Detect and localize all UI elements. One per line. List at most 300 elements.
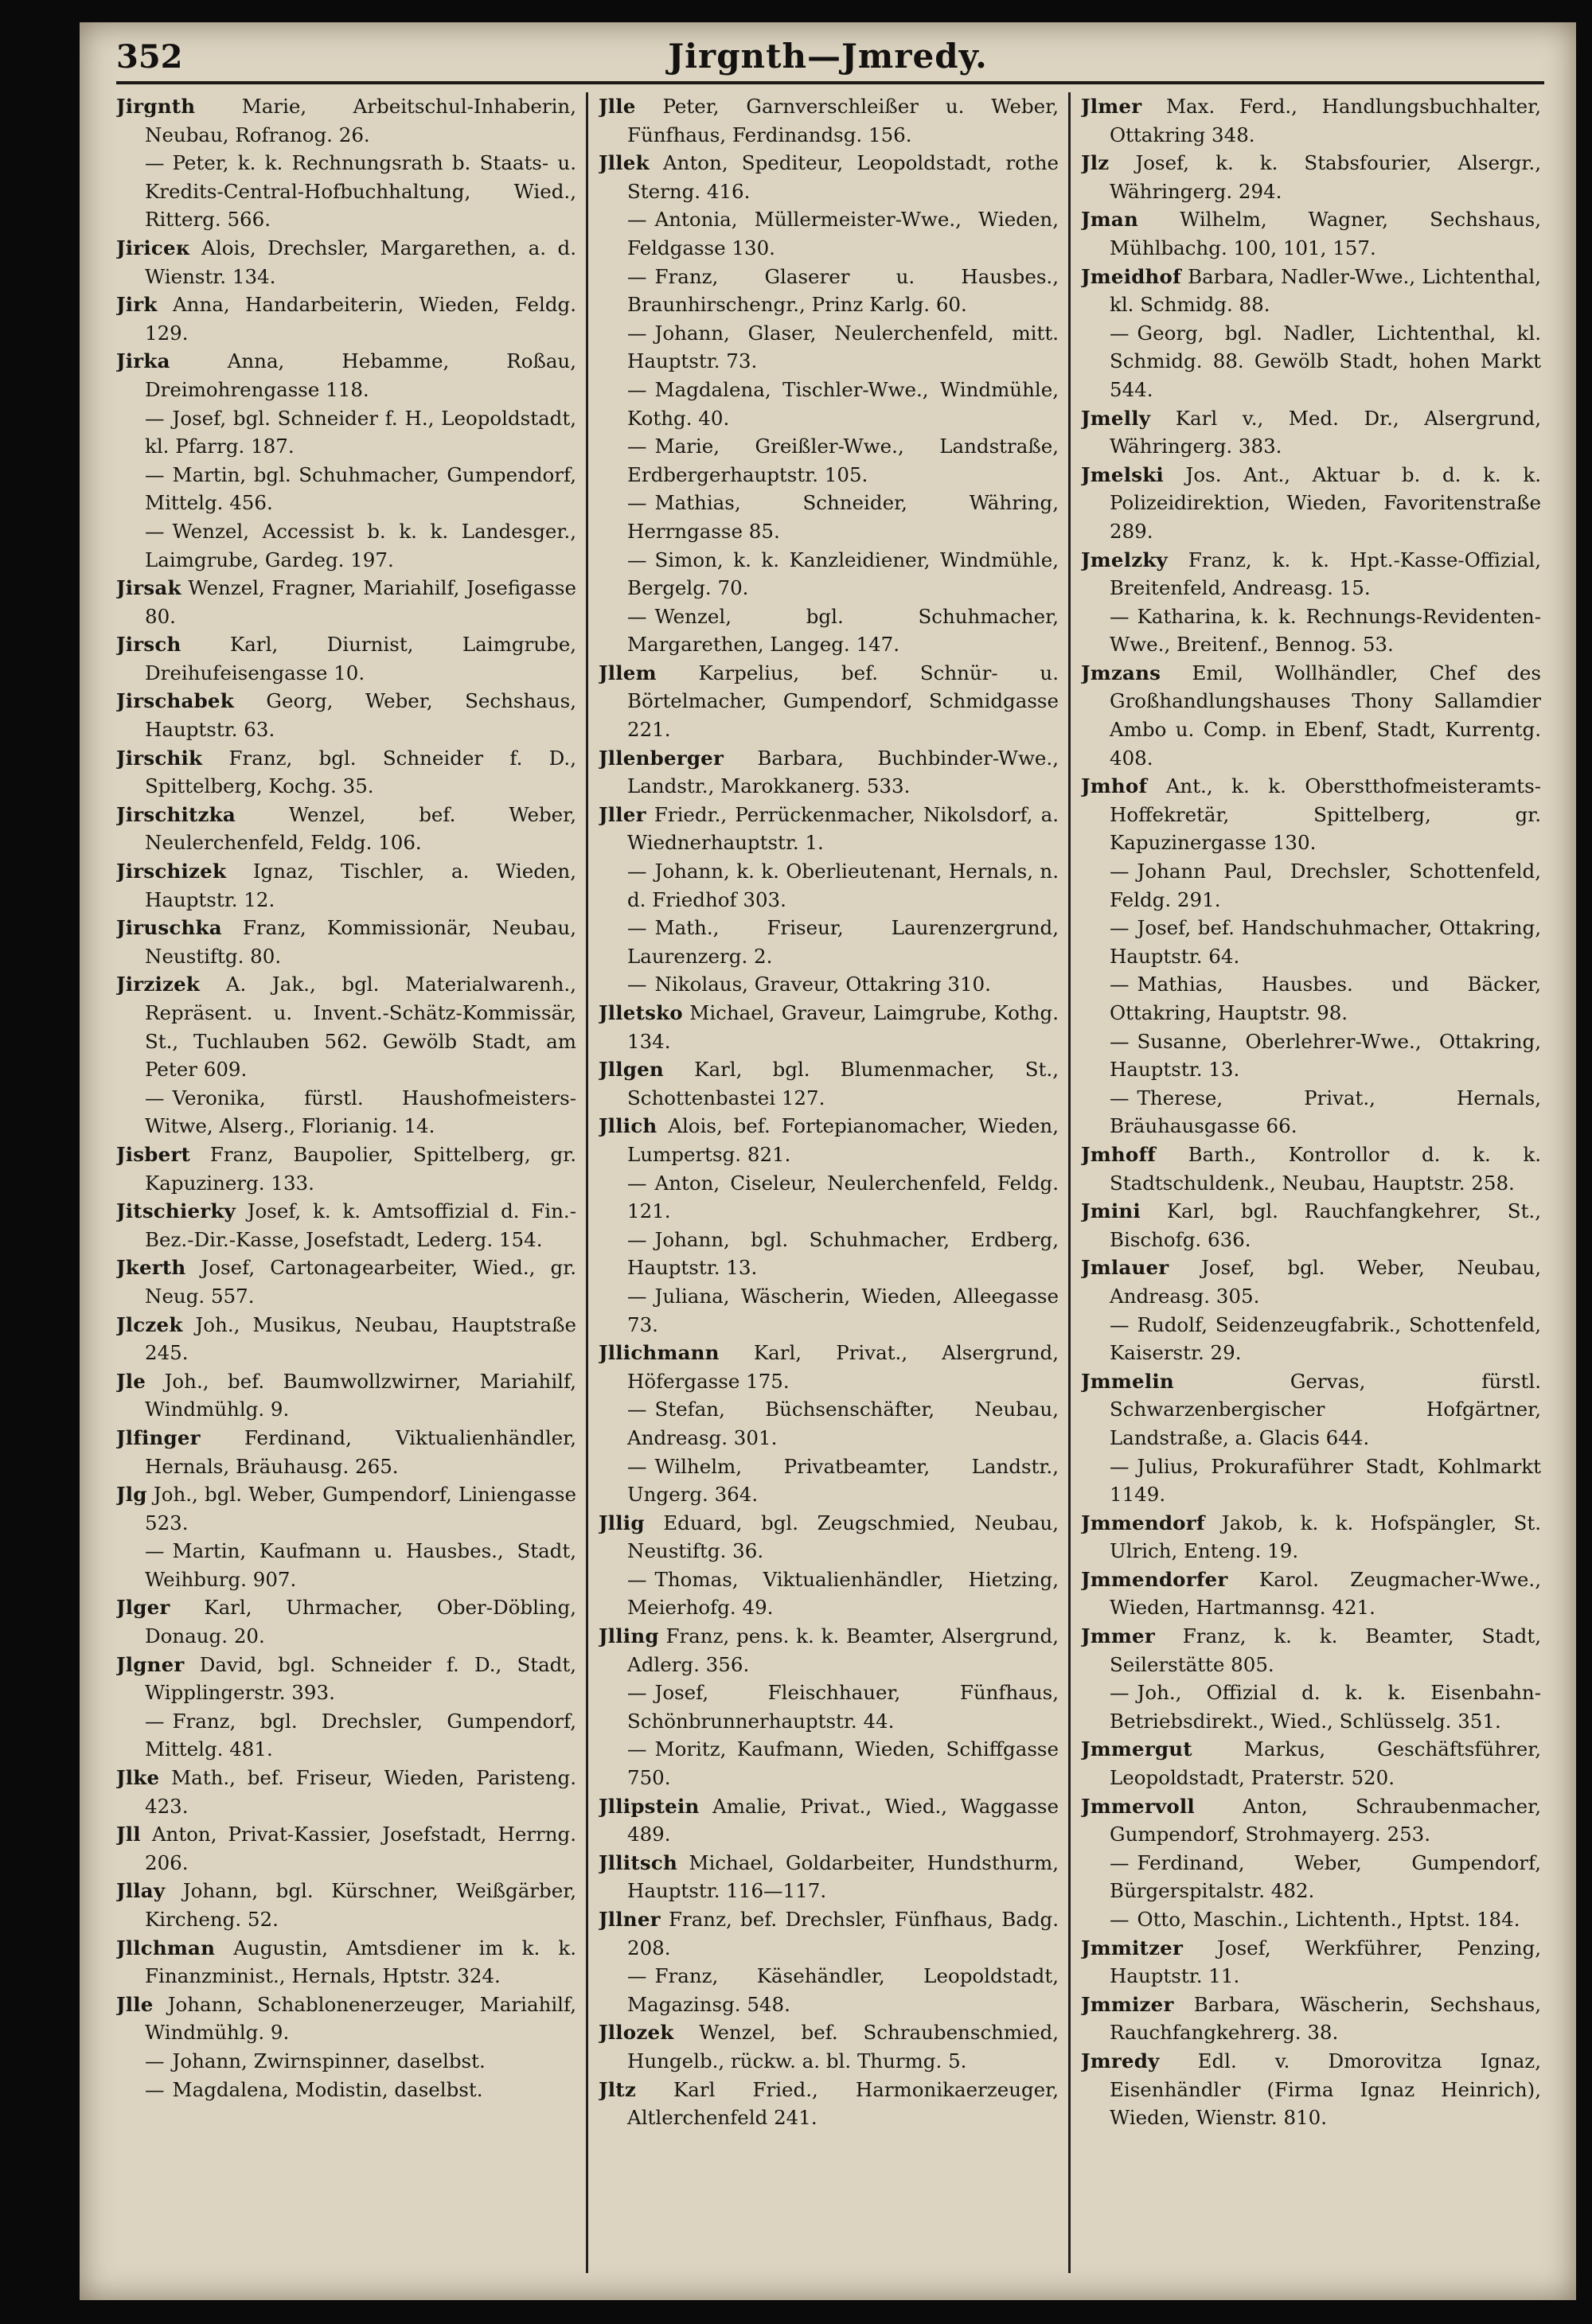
directory-subentry xyxy=(599,1735,1059,1792)
entry-details: Nikolaus, Graveur, Ottakring 310. xyxy=(654,973,991,996)
directory-subentry xyxy=(599,376,1059,432)
entry-surname: Jllchman xyxy=(116,1936,216,1959)
entry-surname: Jllitsch xyxy=(599,1850,677,1874)
directory-entry xyxy=(1081,1792,1541,1849)
directory-subentry xyxy=(599,489,1059,545)
entry-details: Emil, Wollhändler, Chef des Großhandlungshauses Thony Sallamdier Ambo u. Comp. in Ebenf, Stadt, Kurrentg. 408. xyxy=(1110,661,1541,770)
column-3 xyxy=(1081,92,1541,2289)
directory-entry xyxy=(116,1877,576,1933)
directory-entry xyxy=(116,347,576,404)
directory-entry xyxy=(599,659,1059,744)
entry-details: Magdalena, Modistin, daselbst. xyxy=(172,2077,483,2101)
repeat-dash: — xyxy=(1110,1454,1130,1478)
column-divider xyxy=(586,92,588,2273)
directory-entry xyxy=(116,1141,576,1197)
entry-surname: Jitschierky xyxy=(116,1199,236,1223)
repeat-dash: — xyxy=(1110,916,1130,940)
entry-surname: Jlger xyxy=(116,1596,170,1620)
repeat-dash: — xyxy=(627,1737,647,1761)
entry-details: Markus, Geschäftsführer, Leopoldstadt, Praterstr. 520. xyxy=(1110,1737,1541,1790)
directory-subentry xyxy=(116,1537,576,1593)
directory-entry xyxy=(1081,1566,1541,1622)
repeat-dash: — xyxy=(627,1567,647,1591)
entry-surname: Jirschitzka xyxy=(116,802,236,826)
entry-details: Josef, bgl. Weber, Neubau, Andreasg. 305. xyxy=(1110,1256,1541,1308)
repeat-dash: — xyxy=(627,1964,647,1988)
directory-entry xyxy=(116,744,576,801)
repeat-dash: — xyxy=(145,1086,165,1109)
directory-entry xyxy=(599,92,1059,149)
entry-details: Friedr., Perrückenmacher, Nikolsdorf, a. Wiednerhauptstr. 1. xyxy=(627,802,1059,855)
entry-surname: Jllig xyxy=(599,1511,645,1534)
entry-details: Ant., k. k. Oberstthofmeisteramts-Hoffekretär, Spittelberg, gr. Kapuzinergasse 130. xyxy=(1110,774,1541,855)
entry-details: Julius, Prokuraführer Stadt, Kohlmarkt 1149. xyxy=(1110,1454,1541,1507)
repeat-dash: — xyxy=(1110,1086,1130,1109)
entry-surname: Jle xyxy=(116,1369,146,1393)
entry-surname: Jlg xyxy=(116,1483,147,1507)
directory-subentry xyxy=(116,149,576,234)
entry-details: Anton, Spediteur, Leopoldstadt, rothe Sterng. 416. xyxy=(627,151,1059,203)
directory-entry xyxy=(599,1112,1059,1168)
entry-details: Michael, Graveur, Laimgrube, Kothg. 134. xyxy=(627,1001,1059,1053)
repeat-dash: — xyxy=(1110,860,1130,883)
repeat-dash: — xyxy=(1110,1850,1130,1874)
repeat-dash: — xyxy=(145,406,165,430)
entry-surname: Jllgen xyxy=(599,1058,664,1082)
repeat-dash: — xyxy=(145,462,165,486)
directory-entry xyxy=(1081,1622,1541,1679)
directory-entry xyxy=(599,1339,1059,1395)
entry-details: Marie, Greißler-Wwe., Landstraße, Erdbergerhauptstr. 105. xyxy=(627,435,1059,486)
entry-details: Wenzel, bef. Schraubenschmied, Hungelb., rückw. a. bl. Thurmg. 5. xyxy=(627,2021,1059,2072)
directory-entry xyxy=(1081,1197,1541,1254)
entry-surname: Jirsch xyxy=(116,633,181,657)
entry-details: Alois, Drechsler, Margarethen, a. d. Wienstr. 134. xyxy=(145,236,576,288)
entry-details: Karl, Diurnist, Laimgrube, Dreihufeisengasse 10. xyxy=(145,633,576,684)
directory-subentry xyxy=(599,1679,1059,1735)
entry-details: Franz, bef. Drechsler, Fünfhaus, Badg. 208. xyxy=(627,1908,1059,1959)
entry-details: Franz, bgl. Drechsler, Gumpendorf, Mittelg. 481. xyxy=(145,1709,576,1761)
entry-details: Anton, Ciseleur, Neulerchenfeld, Feldg. 121. xyxy=(627,1171,1059,1223)
entry-surname: Jmelly xyxy=(1081,406,1151,430)
entry-surname: Jmmizer xyxy=(1081,1992,1174,2016)
directory-entry xyxy=(1081,1934,1541,1991)
entry-surname: Jmmer xyxy=(1081,1624,1155,1648)
directory-entry xyxy=(599,1792,1059,1849)
directory-subentry xyxy=(599,970,1059,999)
entry-details: Wilhelm, Privatbeamter, Landstr., Ungerg. 364. xyxy=(627,1454,1059,1507)
entry-details: Johann, Zwirnspinner, daselbst. xyxy=(172,2049,486,2072)
entry-details: Franz, Käsehändler, Leopoldstadt, Magazinsg. 548. xyxy=(627,1964,1059,2016)
entry-surname: Jllipstein xyxy=(599,1794,700,1818)
repeat-dash: — xyxy=(627,1681,647,1705)
directory-entry xyxy=(116,857,576,914)
entry-details: Karl v., Med. Dr., Alsergrund, Währingerg. 383. xyxy=(1110,406,1541,458)
entry-surname: Jlgner xyxy=(116,1652,185,1676)
directory-entry xyxy=(116,914,576,970)
entry-details: Josef, k. k. Amtsoffizial d. Fin.-Bez.-Dir.-Kasse, Josefstadt, Lederg. 154. xyxy=(145,1199,576,1251)
repeat-dash: — xyxy=(627,321,647,345)
entry-surname: Jlczek xyxy=(116,1312,183,1336)
directory-subentry xyxy=(116,2047,576,2076)
entry-surname: Jirschik xyxy=(116,746,203,770)
entry-details: Karol. Zeugmacher-Wwe., Wieden, Hartmannsg. 421. xyxy=(1110,1567,1541,1620)
entry-surname: Jllner xyxy=(599,1908,661,1931)
directory-subentry xyxy=(116,517,576,574)
entry-surname: Jlling xyxy=(599,1624,659,1648)
directory-entry xyxy=(116,1311,576,1367)
directory-entry xyxy=(599,1905,1059,1962)
repeat-dash: — xyxy=(1110,604,1130,628)
entry-details: Math., Friseur, Laurenzergrund, Laurenzerg. 2. xyxy=(627,916,1059,968)
entry-details: Martin, bgl. Schuhmacher, Gumpendorf, Mittelg. 456. xyxy=(145,462,576,515)
directory-entry xyxy=(116,801,576,857)
directory-entry xyxy=(116,1197,576,1254)
directory-subentry xyxy=(1081,1679,1541,1735)
directory-entry xyxy=(1081,263,1541,319)
entry-details: Gervas, fürstl. Schwarzenbergischer Hofgärtner, Landstraße, a. Glacis 644. xyxy=(1110,1369,1541,1449)
entry-surname: Jmredy xyxy=(1081,2049,1160,2072)
directory-entry xyxy=(599,801,1059,857)
entry-details: Franz, k. k. Beamter, Stadt, Seilerstätte 805. xyxy=(1110,1624,1541,1676)
entry-details: Alois, bef. Fortepianomacher, Wieden, Lumpertsg. 821. xyxy=(627,1114,1059,1166)
repeat-dash: — xyxy=(627,208,647,232)
entry-surname: Jmeidhof xyxy=(1081,264,1181,288)
directory-entry xyxy=(116,630,576,687)
directory-entry xyxy=(1081,2047,1541,2132)
entry-surname: Jlle xyxy=(116,1992,154,2016)
directory-entry xyxy=(116,1593,576,1650)
entry-surname: Jllenberger xyxy=(599,746,724,770)
directory-entry xyxy=(1081,1367,1541,1452)
entry-details: A. Jak., bgl. Materialwarenh., Repräsent. u. Invent.-Schätz-Kommissär, St., Tuchlauben 562. Gewölb Stadt, am Peter 609. xyxy=(145,973,576,1082)
directory-subentry xyxy=(1081,1027,1541,1084)
repeat-dash: — xyxy=(627,435,647,458)
entry-details: Wenzel, Accessist b. k. k. Landesger., Laimgrube, Gardeg. 197. xyxy=(145,519,576,571)
entry-details: Franz, bgl. Schneider f. D., Spittelberg, Kochg. 35. xyxy=(145,746,576,798)
entry-details: Joh., Musikus, Neubau, Hauptstraße 245. xyxy=(145,1312,576,1365)
entry-details: Franz, Baupolier, Spittelberg, gr. Kapuzinerg. 133. xyxy=(145,1142,576,1195)
entry-surname: Jmmervoll xyxy=(1081,1794,1195,1818)
entry-surname: Jmini xyxy=(1081,1199,1141,1223)
entry-details: Franz, Kommissionär, Neubau, Neustiftg. 80. xyxy=(145,916,576,968)
directory-entry xyxy=(1081,546,1541,602)
entry-surname: Jirk xyxy=(116,293,158,317)
entry-details: Karpelius, bef. Schnür- u. Börtelmacher, Gumpendorf, Schmidgasse 221. xyxy=(627,661,1059,742)
entry-details: Georg, Weber, Sechshaus, Hauptstr. 63. xyxy=(145,689,576,742)
repeat-dash: — xyxy=(627,548,647,571)
directory-subentry xyxy=(599,432,1059,489)
entry-details: Karl, Uhrmacher, Ober-Döbling, Donaug. 20. xyxy=(145,1596,576,1648)
repeat-dash: — xyxy=(627,1171,647,1195)
entry-details: Peter, k. k. Rechnungsrath b. Staats- u. Kredits-Central-Hofbuchhaltung, Wied., Ritterg. 566. xyxy=(145,151,576,232)
directory-subentry xyxy=(1081,1084,1541,1141)
entry-surname: Jmzans xyxy=(1081,661,1161,684)
entry-details: Therese, Privat., Hernals, Bräuhausgasse 66. xyxy=(1110,1086,1541,1138)
entry-surname: Jller xyxy=(599,802,646,826)
directory-subentry xyxy=(116,2076,576,2104)
entry-details: Peter, Garnverschleißer u. Weber, Fünfhaus, Ferdinandsg. 156. xyxy=(627,95,1059,146)
entry-details: Joh., bgl. Weber, Gumpendorf, Liniengasse 523. xyxy=(145,1483,576,1534)
entry-surname: Jmmendorf xyxy=(1081,1511,1205,1534)
entry-surname: Jmelzky xyxy=(1081,548,1168,571)
entry-surname: Jlletsko xyxy=(599,1001,683,1024)
repeat-dash: — xyxy=(1110,1312,1130,1336)
entry-details: Juliana, Wäscherin, Wieden, Alleegasse 73. xyxy=(627,1284,1059,1336)
entry-surname: Jmlauer xyxy=(1081,1256,1169,1280)
directory-subentry xyxy=(599,602,1059,659)
entry-surname: Jirschizek xyxy=(116,860,227,883)
column-2 xyxy=(599,92,1059,2289)
entry-details: Franz, k. k. Hpt.-Kasse-Offizial, Breitenfeld, Andreasg. 15. xyxy=(1110,548,1541,600)
entry-surname: Jllozek xyxy=(599,2021,674,2045)
entry-details: Wenzel, bgl. Schuhmacher, Margarethen, Langeg. 147. xyxy=(627,604,1059,657)
entry-surname: Jmmergut xyxy=(1081,1737,1192,1761)
entry-details: Rudolf, Seidenzeugfabrik., Schottenfeld, Kaiserstr. 29. xyxy=(1110,1312,1541,1365)
directory-entry xyxy=(116,1480,576,1537)
repeat-dash: — xyxy=(145,1709,165,1733)
directory-entry xyxy=(116,574,576,630)
entry-details: Josef, bgl. Schneider f. H., Leopoldstadt, kl. Pfarrg. 187. xyxy=(145,406,576,458)
entry-details: Martin, Kaufmann u. Hausbes., Stadt, Weihburg. 907. xyxy=(145,1539,576,1591)
directory-entry xyxy=(116,290,576,347)
directory-entry xyxy=(116,1367,576,1424)
directory-subentry xyxy=(599,1226,1059,1282)
repeat-dash: — xyxy=(627,491,647,515)
header-rule xyxy=(116,81,1544,84)
entry-details: David, bgl. Schneider f. D., Stadt, Wipplingerstr. 393. xyxy=(145,1652,576,1705)
directory-entry xyxy=(116,1651,576,1707)
directory-entry xyxy=(116,970,576,1083)
entry-surname: Jlfinger xyxy=(116,1425,201,1449)
directory-entry xyxy=(599,149,1059,205)
repeat-dash: — xyxy=(627,916,647,940)
directory-subentry xyxy=(599,1452,1059,1509)
entry-details: Thomas, Viktualienhändler, Hietzing, Meierhofg. 49. xyxy=(627,1567,1059,1620)
entry-details: Edl. v. Dmorovitza Ignaz, Eisenhändler (Firma Ignaz Heinrich), Wieden, Wienstr. 810. xyxy=(1110,2049,1541,2130)
directory-entry xyxy=(599,1622,1059,1679)
entry-details: Anton, Privat-Kassier, Josefstadt, Herrng. 206. xyxy=(145,1823,576,1874)
entry-details: Antonia, Müllermeister-Wwe., Wieden, Feldgasse 130. xyxy=(627,208,1059,259)
entry-details: Magdalena, Tischler-Wwe., Windmühle, Kothg. 40. xyxy=(627,377,1059,430)
entry-details: Ferdinand, Weber, Gumpendorf, Bürgerspitalstr. 482. xyxy=(1110,1850,1541,1903)
entry-surname: Jman xyxy=(1081,208,1139,232)
directory-entry xyxy=(1081,404,1541,461)
directory-subentry xyxy=(599,1282,1059,1339)
repeat-dash: — xyxy=(627,1398,647,1421)
directory-entry xyxy=(1081,461,1541,546)
entry-details: Josef, k. k. Stabsfourier, Alsergr., Währingerg. 294. xyxy=(1110,151,1541,203)
directory-subentry xyxy=(116,1707,576,1764)
entry-surname: Jll xyxy=(116,1823,141,1846)
directory-entry xyxy=(1081,1509,1541,1566)
entry-details: Max. Ferd., Handlungsbuchhalter, Ottakring 348. xyxy=(1110,95,1541,146)
entry-details: Josef, Fleischhauer, Fünfhaus, Schönbrunnerhauptstr. 44. xyxy=(627,1681,1059,1733)
directory-entry xyxy=(116,1424,576,1480)
repeat-dash: — xyxy=(145,2049,165,2072)
entry-details: Barbara, Buchbinder-Wwe., Landstr., Marokkanerg. 533. xyxy=(627,746,1059,798)
directory-subentry xyxy=(599,546,1059,602)
entry-details: Augustin, Amtsdiener im k. k. Finanzminist., Hernals, Hptstr. 324. xyxy=(145,1936,576,1988)
entry-details: Marie, Arbeitschul-Inhaberin, Neubau, Rofranog. 26. xyxy=(145,95,576,146)
entry-surname: Jkerth xyxy=(116,1256,186,1280)
entry-details: Veronika, fürstl. Haushofmeisters-Witwe, Alserg., Florianig. 14. xyxy=(145,1086,576,1138)
entry-details: Joh., Offizial d. k. k. Eisenbahn-Betriebsdirekt., Wied., Schlüsselg. 351. xyxy=(1110,1681,1541,1733)
entry-details: Otto, Maschin., Lichtenth., Hptst. 184. xyxy=(1137,1908,1520,1931)
directory-entry xyxy=(599,1055,1059,1112)
directory-entry xyxy=(599,1509,1059,1566)
repeat-dash: — xyxy=(1110,1681,1130,1705)
directory-subentry xyxy=(599,263,1059,319)
directory-subentry xyxy=(1081,1905,1541,1934)
entry-details: Georg, bgl. Nadler, Lichtenthal, kl. Schmidg. 88. Gewölb Stadt, hohen Markt 544. xyxy=(1110,321,1541,401)
directory-entry xyxy=(116,1764,576,1820)
directory-subentry xyxy=(599,1395,1059,1452)
entry-surname: Jisbert xyxy=(116,1142,191,1166)
entry-details: Johann, Schablonenerzeuger, Mariahilf, Windmühlg. 9. xyxy=(145,1992,576,2045)
entry-details: Karl, bgl. Blumenmacher, St., Schottenbastei 127. xyxy=(627,1058,1059,1109)
repeat-dash: — xyxy=(627,604,647,628)
entry-surname: Jllichmann xyxy=(599,1341,720,1365)
directory-subentry xyxy=(599,1169,1059,1226)
entry-details: Karl, bgl. Rauchfangkehrer, St., Bischofg. 636. xyxy=(1110,1199,1541,1251)
entry-details: Karl, Privat., Alsergrund, Höfergasse 175. xyxy=(627,1341,1059,1393)
directory-entry xyxy=(1081,92,1541,149)
directory-entry xyxy=(1081,659,1541,772)
entry-details: Karl Fried., Harmonikaerzeuger, Altlerchenfeld 241. xyxy=(627,2077,1059,2130)
repeat-dash: — xyxy=(145,519,165,543)
entry-surname: Jllich xyxy=(599,1114,657,1138)
directory-subentry xyxy=(1081,970,1541,1027)
entry-details: Barbara, Nadler-Wwe., Lichtenthal, kl. Schmidg. 88. xyxy=(1110,264,1541,317)
directory-entry xyxy=(1081,1735,1541,1792)
directory-entry xyxy=(599,2076,1059,2132)
entry-details: Barth., Kontrollor d. k. k. Stadtschuldenk., Neubau, Hauptstr. 258. xyxy=(1110,1142,1541,1195)
entry-surname: Jlle xyxy=(599,95,636,118)
directory-entry xyxy=(116,92,576,149)
directory-subentry xyxy=(1081,914,1541,970)
repeat-dash: — xyxy=(1110,1908,1130,1931)
directory-subentry xyxy=(116,404,576,461)
entry-surname: Jmhoff xyxy=(1081,1142,1156,1166)
entry-surname: Jmhof xyxy=(1081,774,1148,798)
repeat-dash: — xyxy=(627,1227,647,1251)
entry-surname: Jlke xyxy=(116,1766,160,1790)
directory-subentry xyxy=(116,1084,576,1141)
directory-subentry xyxy=(116,461,576,517)
entry-details: Jos. Ant., Aktuar b. d. k. k. Polizeidirektion, Wieden, Favoritenstraße 289. xyxy=(1110,462,1541,543)
page-number: 352 xyxy=(116,38,183,76)
directory-subentry xyxy=(599,914,1059,970)
entry-surname: Jmmitzer xyxy=(1081,1936,1184,1959)
directory-subentry xyxy=(599,1566,1059,1622)
repeat-dash: — xyxy=(1110,321,1130,345)
entry-details: Josef, Cartonagearbeiter, Wied., gr. Neug. 557. xyxy=(145,1256,576,1308)
entry-details: Simon, k. k. Kanzleidiener, Windmühle, Bergelg. 70. xyxy=(627,548,1059,600)
entry-details: Johann, bgl. Kürschner, Weißgärber, Kircheng. 52. xyxy=(145,1879,576,1931)
directory-subentry xyxy=(1081,1452,1541,1509)
entry-surname: Jirsak xyxy=(116,576,181,600)
entry-details: Eduard, bgl. Zeugschmied, Neubau, Neustiftg. 36. xyxy=(627,1511,1059,1563)
entry-details: Franz, pens. k. k. Beamter, Alsergrund, Adlerg. 356. xyxy=(627,1624,1059,1676)
directory-entry xyxy=(1081,772,1541,857)
repeat-dash: — xyxy=(627,860,647,883)
directory-entry xyxy=(116,234,576,290)
entry-details: Franz, Glaserer u. Hausbes., Braunhirschengr., Prinz Karlg. 60. xyxy=(627,264,1059,317)
directory-entry xyxy=(1081,205,1541,262)
directory-subentry xyxy=(599,319,1059,376)
entry-details: Amalie, Privat., Wied., Waggasse 489. xyxy=(627,1794,1059,1846)
entry-surname: Jllay xyxy=(116,1879,166,1903)
entry-details: Johann, bgl. Schuhmacher, Erdberg, Hauptstr. 13. xyxy=(627,1227,1059,1280)
entry-details: Jakob, k. k. Hofspängler, St. Ulrich, Enteng. 19. xyxy=(1110,1511,1541,1563)
entry-details: Josef, bef. Handschuhmacher, Ottakring, Hauptstr. 64. xyxy=(1110,916,1541,968)
entry-details: Anton, Schraubenmacher, Gumpendorf, Strohmayerg. 253. xyxy=(1110,1794,1541,1846)
repeat-dash: — xyxy=(627,973,647,996)
directory-entry xyxy=(116,1820,576,1877)
directory-subentry xyxy=(599,857,1059,914)
entry-surname: Jiriceк xyxy=(116,236,190,259)
entry-surname: Jllek xyxy=(599,151,650,175)
entry-details: Anna, Hebamme, Roßau, Dreimohrengasse 118. xyxy=(145,349,576,401)
entry-details: Ferdinand, Viktualienhändler, Hernals, Bräuhausg. 265. xyxy=(145,1425,576,1478)
entry-details: Barbara, Wäscherin, Sechshaus, Rauchfangkehrerg. 38. xyxy=(1110,1992,1541,2045)
directory-entry xyxy=(599,744,1059,801)
entry-surname: Jmmelin xyxy=(1081,1369,1174,1393)
entry-details: Johann, Glaser, Neulerchenfeld, mitt. Hauptstr. 73. xyxy=(627,321,1059,373)
entry-details: Joh., bef. Baumwollzwirner, Mariahilf, Windmühlg. 9. xyxy=(145,1369,576,1421)
directory-entry xyxy=(1081,1141,1541,1197)
directory-entry xyxy=(116,1934,576,1991)
directory-entry xyxy=(599,1849,1059,1905)
repeat-dash: — xyxy=(1110,1029,1130,1053)
directory-subentry xyxy=(1081,602,1541,659)
directory-entry xyxy=(1081,149,1541,205)
entry-surname: Jlmer xyxy=(1081,95,1142,118)
repeat-dash: — xyxy=(145,151,165,175)
directory-entry xyxy=(599,2018,1059,2075)
directory-entry xyxy=(116,1991,576,2047)
entry-surname: Jltz xyxy=(599,2077,636,2101)
directory-entry xyxy=(1081,1991,1541,2047)
directory-subentry xyxy=(1081,1849,1541,1905)
repeat-dash: — xyxy=(627,1284,647,1308)
entry-surname: Jllem xyxy=(599,661,657,684)
entry-details: Wenzel, bef. Weber, Neulerchenfeld, Feldg. 106. xyxy=(145,802,576,855)
entry-surname: Jmelski xyxy=(1081,462,1164,486)
entry-details: Johann, k. k. Oberlieutenant, Hernals, n. d. Friedhof 303. xyxy=(627,860,1059,911)
directory-entry xyxy=(599,999,1059,1055)
directory-columns xyxy=(116,92,1544,2289)
repeat-dash: — xyxy=(145,2077,165,2101)
entry-details: Moritz, Kaufmann, Wieden, Schiffgasse 750. xyxy=(627,1737,1059,1790)
entry-details: Mathias, Schneider, Währing, Herrngasse 85. xyxy=(627,491,1059,543)
entry-details: Josef, Werkführer, Penzing, Hauptstr. 11. xyxy=(1110,1936,1541,1988)
entry-details: Wenzel, Fragner, Mariahilf, Josefigasse 80. xyxy=(145,576,576,628)
directory-subentry xyxy=(1081,319,1541,404)
directory-subentry xyxy=(1081,857,1541,914)
entry-surname: Jirka xyxy=(116,349,170,373)
entry-details: Mathias, Hausbes. und Bäcker, Ottakring, Hauptstr. 98. xyxy=(1110,973,1541,1024)
entry-details: Anna, Handarbeiterin, Wieden, Feldg. 129. xyxy=(145,293,576,345)
entry-details: Johann Paul, Drechsler, Schottenfeld, Feldg. 291. xyxy=(1110,860,1541,911)
entry-details: Katharina, k. k. Rechnungs-Revidenten-Wwe., Breitenf., Bennog. 53. xyxy=(1110,604,1541,657)
page-title: Jirgnth—Jmredy. xyxy=(668,37,988,76)
directory-subentry xyxy=(1081,1311,1541,1367)
directory-entry xyxy=(1081,1254,1541,1310)
column-divider xyxy=(1068,92,1071,2273)
entry-details: Susanne, Oberlehrer-Wwe., Ottakring, Hauptstr. 13. xyxy=(1110,1029,1541,1082)
